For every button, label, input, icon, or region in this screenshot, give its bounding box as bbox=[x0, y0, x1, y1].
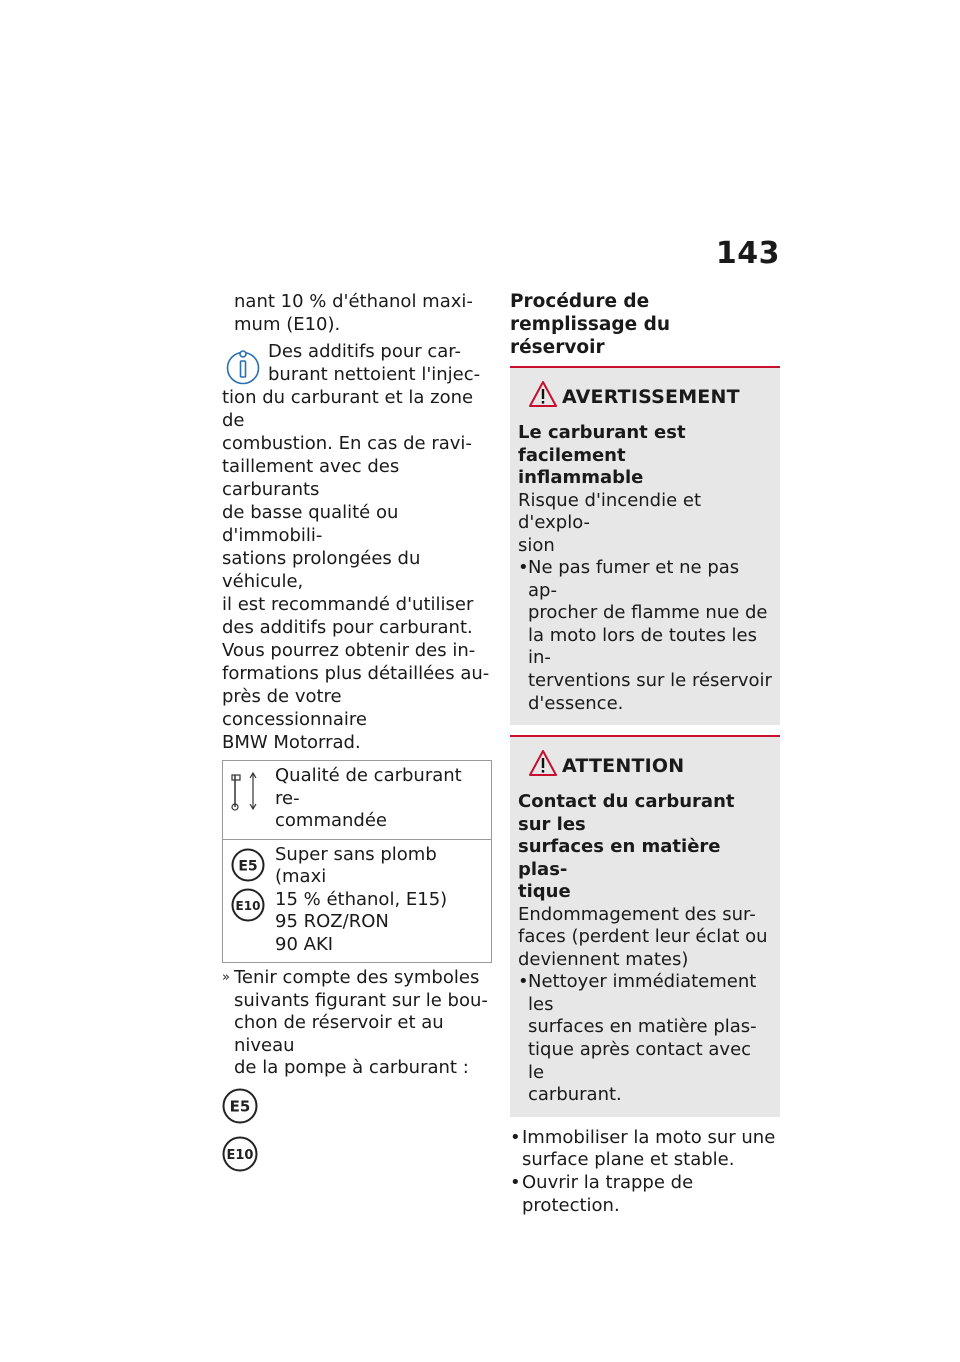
warning-bullet-line: la moto lors de toutes les in- bbox=[528, 624, 757, 669]
fuel-table-header-row bbox=[223, 761, 491, 839]
fuel-symbols bbox=[222, 1088, 492, 1172]
warning-title bbox=[518, 422, 772, 490]
step-item bbox=[222, 967, 492, 1080]
info-line: de basse qualité ou d'immobili- bbox=[222, 502, 399, 546]
attention-title-line: surfaces en matière plas- bbox=[518, 836, 721, 880]
e10-symbol-label: E10 bbox=[226, 1147, 254, 1163]
right-column bbox=[510, 290, 780, 1217]
info-line: taillement avec des carburants bbox=[222, 456, 400, 500]
info-icon bbox=[226, 342, 260, 386]
page-number: 143 bbox=[715, 236, 780, 271]
fuel-line: 15 % éthanol, E15) bbox=[275, 888, 448, 910]
warning-title-line: inflammable bbox=[518, 467, 644, 488]
attention-risk bbox=[518, 904, 772, 972]
fuel-table-header-text bbox=[275, 765, 485, 833]
attention-risk-line: deviennent mates) bbox=[518, 948, 689, 970]
warning-risk bbox=[518, 490, 772, 558]
attention-title-line: tique bbox=[518, 881, 571, 903]
procedure-line: surface plane et stable. bbox=[522, 1149, 735, 1171]
e5-symbol-label: E5 bbox=[229, 1097, 251, 1116]
procedure-line: • Ouvrir la trappe de protection. bbox=[522, 1171, 694, 1216]
intro-paragraph bbox=[222, 290, 492, 336]
fuel-badges bbox=[231, 848, 265, 922]
step-line: chon de réservoir et au niveau bbox=[234, 1012, 444, 1056]
attention-label: ATTENTION bbox=[562, 755, 685, 778]
info-line: formations plus détaillées au- bbox=[222, 663, 490, 684]
info-line: BMW Motorrad. bbox=[222, 732, 361, 753]
info-line: combustion. En cas de ravi- bbox=[222, 433, 472, 454]
step-line: suivants figurant sur le bou- bbox=[234, 989, 488, 1011]
fuel-line: 95 ROZ/RON bbox=[275, 911, 389, 932]
attention-header bbox=[518, 749, 772, 785]
attention-box bbox=[510, 735, 780, 1117]
e10-badge-label: E10 bbox=[235, 898, 261, 913]
section-title-line: réservoir bbox=[510, 337, 605, 358]
warning-bullet-line: d'essence. bbox=[528, 692, 624, 714]
header-line: commandée bbox=[275, 810, 387, 831]
warning-title-line: Le carburant est facilement bbox=[518, 422, 686, 466]
warning-bullets bbox=[518, 557, 772, 715]
warning-bullet-line: • Ne pas fumer et ne pas ap- bbox=[528, 557, 740, 601]
procedure-bullet bbox=[510, 1172, 780, 1217]
fuel-quality-table bbox=[222, 760, 492, 963]
step-line: » Tenir compte des symboles bbox=[234, 967, 480, 988]
warning-triangle-icon bbox=[528, 749, 558, 777]
warning-triangle-icon bbox=[528, 380, 558, 408]
info-text bbox=[222, 340, 492, 754]
e5-badge-label: E5 bbox=[238, 858, 258, 874]
e5-badge-icon bbox=[231, 848, 265, 882]
info-line: sations prolongées du véhicule, bbox=[222, 548, 421, 592]
warning-box bbox=[510, 366, 780, 725]
procedure-bullets bbox=[510, 1127, 780, 1217]
intro-line: mum (E10). bbox=[234, 314, 341, 335]
e10-badge-icon bbox=[231, 888, 265, 922]
fuel-table-value-row bbox=[223, 839, 491, 963]
fuel-line: 90 AKI bbox=[275, 933, 334, 955]
e10-symbol-icon bbox=[222, 1136, 258, 1172]
info-line: près de votre concessionnaire bbox=[222, 686, 367, 730]
step-line: de la pompe à carburant : bbox=[234, 1057, 469, 1079]
attention-bullet-line: carburant. bbox=[528, 1084, 622, 1106]
info-line: Des additifs pour car- bbox=[268, 341, 462, 362]
info-line: burant nettoient l'injec- bbox=[268, 364, 481, 385]
left-column bbox=[222, 290, 492, 1184]
attention-risk-line: Endommagement des sur- bbox=[518, 903, 756, 925]
attention-bullet-line: tique après contact avec le bbox=[528, 1038, 752, 1083]
fuel-line: Super sans plomb (maxi bbox=[275, 843, 437, 887]
warning-header bbox=[518, 380, 772, 416]
warning-risk-line: Risque d'incendie et d'explo- bbox=[518, 489, 702, 533]
header-line: Qualité de carburant re- bbox=[275, 765, 462, 809]
info-line: des additifs pour carburant. bbox=[222, 617, 473, 638]
fuel-spec-text bbox=[275, 844, 485, 957]
step-list bbox=[222, 967, 492, 1080]
warning-bullet bbox=[518, 557, 772, 715]
intro-line: nant 10 % d'éthanol maxi- bbox=[234, 291, 473, 312]
warning-label: AVERTISSEMENT bbox=[562, 386, 740, 408]
attention-risk-line: faces (perdent leur éclat ou bbox=[518, 926, 768, 948]
attention-bullet bbox=[518, 971, 772, 1107]
warning-bullet-line: procher de flamme nue de bbox=[528, 602, 768, 624]
section-title bbox=[510, 290, 780, 359]
procedure-line: • Immobiliser la moto sur une bbox=[522, 1126, 776, 1148]
e5-symbol-icon bbox=[222, 1088, 258, 1124]
attention-bullet-line: surfaces en matière plas- bbox=[528, 1016, 757, 1038]
info-note bbox=[222, 340, 492, 754]
attention-title bbox=[518, 791, 772, 904]
info-line: Vous pourrez obtenir des in- bbox=[222, 640, 476, 661]
info-line: tion du carburant et la zone de bbox=[222, 387, 474, 431]
procedure-bullet bbox=[510, 1127, 780, 1172]
warning-bullet-line: terventions sur le réservoir bbox=[528, 669, 772, 691]
info-line: il est recommandé d'utiliser bbox=[222, 594, 474, 615]
section-title-line: Procédure de remplissage du bbox=[510, 291, 671, 335]
attention-bullets bbox=[518, 971, 772, 1107]
warning-risk-line: sion bbox=[518, 534, 555, 556]
attention-bullet-line: • Nettoyer immédiatement les bbox=[528, 971, 757, 1015]
fuel-pump-icon bbox=[231, 769, 257, 813]
attention-title-line: Contact du carburant sur les bbox=[518, 791, 735, 835]
